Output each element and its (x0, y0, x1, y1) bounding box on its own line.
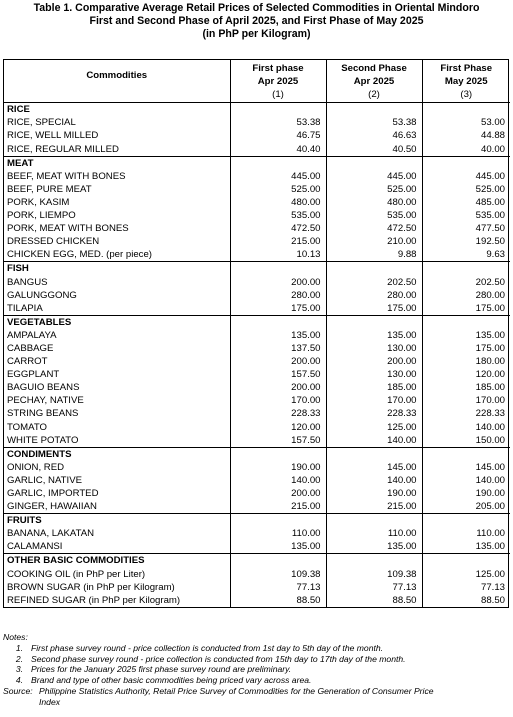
table-row (4, 235, 510, 248)
source-line-1: Philippine Statistics Authority, Retail Price Survey of Commodities for the Generation of Consumer Price (39, 685, 434, 696)
table-row (4, 568, 510, 581)
category-empty-cell (326, 103, 422, 117)
commodity-name: PECHAY, NATIVE (7, 395, 84, 407)
price-cell-1: 10.13 (230, 248, 326, 262)
price-cell-1: 228.33 (230, 407, 326, 420)
commodity-name: PORK, MEAT WITH BONES (7, 223, 129, 235)
commodity-name: STRING BEANS (7, 408, 79, 420)
note-number: 4. (15, 675, 23, 686)
price-cell-2: 472.50 (326, 222, 422, 235)
category-name: OTHER BASIC COMMODITIES (4, 554, 230, 568)
header-col3-line1: First Phase (422, 60, 510, 75)
price-cell-1: 137.50 (230, 342, 326, 355)
price-cell-2: 480.00 (326, 196, 422, 209)
source-text (39, 686, 434, 708)
price-cell-1: 109.38 (230, 568, 326, 581)
price-cell-1: 157.50 (230, 434, 326, 448)
price-cell-2: 130.00 (326, 342, 422, 355)
category-empty-cell (326, 554, 422, 568)
commodity-name: BEEF, PURE MEAT (7, 183, 92, 195)
source-label: Source: (3, 685, 33, 696)
price-cell-2: 140.00 (326, 434, 422, 448)
table-row (4, 434, 510, 448)
price-cell-1: 190.00 (230, 461, 326, 474)
notes-section (3, 632, 510, 708)
category-name: CONDIMENTS (4, 447, 230, 461)
price-cell-2: 46.63 (326, 129, 422, 142)
commodity-name: TILAPIA (7, 302, 43, 314)
category-empty-cell (422, 315, 510, 329)
price-cell-2: 280.00 (326, 289, 422, 302)
category-empty-cell (326, 315, 422, 329)
category-empty-cell (230, 103, 326, 117)
price-cell-3: 140.00 (422, 474, 510, 487)
price-cell-1: 472.50 (230, 222, 326, 235)
commodity-name: GARLIC, IMPORTED (7, 488, 99, 499)
commodity-name: BANGUS (7, 276, 48, 288)
commodity-name: DRESSED CHICKEN (7, 236, 100, 248)
price-cell-3: 53.00 (422, 116, 510, 129)
source-line-2: Index (39, 696, 61, 707)
commodity-name: AMPALAYA (7, 329, 57, 341)
price-cell-3: 135.00 (422, 540, 510, 554)
table-row (4, 183, 510, 196)
table-row (4, 143, 510, 157)
price-cell-2: 170.00 (326, 394, 422, 407)
commodity-name: PORK, KASIM (7, 196, 70, 208)
category-row (4, 315, 510, 329)
price-cell-3: 192.50 (422, 235, 510, 248)
price-cell-3: 77.13 (422, 581, 510, 594)
price-cell-1: 200.00 (230, 355, 326, 368)
price-cell-2: 445.00 (326, 170, 422, 183)
price-cell-3: 535.00 (422, 209, 510, 222)
price-cell-3: 202.50 (422, 276, 510, 289)
commodity-name: ONION, RED (7, 461, 65, 473)
price-cell-2: 77.13 (326, 581, 422, 594)
note-number: 3. (15, 664, 23, 675)
header-col1-num: (1) (230, 88, 326, 103)
price-cell-1: 157.50 (230, 368, 326, 381)
commodity-name: BROWN SUGAR (in PhP per Kilogram) (7, 581, 175, 593)
price-cell-3: 170.00 (422, 394, 510, 407)
table-row (4, 500, 510, 514)
category-empty-cell (230, 156, 326, 170)
price-cell-3: 477.50 (422, 222, 510, 235)
header-col1-line2: Apr 2025 (230, 75, 326, 88)
category-name: FISH (4, 262, 230, 276)
table-title (0, 2, 513, 41)
price-cell-2: 135.00 (326, 540, 422, 554)
category-name: FRUITS (4, 514, 230, 528)
price-cell-3: 145.00 (422, 461, 510, 474)
category-empty-cell (422, 262, 510, 276)
table-row (4, 222, 510, 235)
table-row (4, 170, 510, 183)
price-cell-2: 110.00 (326, 527, 422, 540)
note-text: Second phase survey round - price collection is conducted from 15th day to 17th day of the month. (31, 653, 406, 664)
price-cell-3: 185.00 (422, 381, 510, 394)
price-cell-1: 445.00 (230, 170, 326, 183)
table-row (4, 381, 510, 394)
category-name: RICE (7, 104, 30, 116)
source-row (3, 686, 510, 708)
category-empty-cell (230, 554, 326, 568)
title-line-2: First and Second Phase of April 2025, and First Phase of May 2025 (89, 15, 424, 27)
price-cell-3: 228.33 (422, 407, 510, 420)
table-row (4, 487, 510, 500)
price-cell-2: 53.38 (326, 116, 422, 129)
commodity-name: PORK, LIEMPO (7, 210, 76, 222)
table-row (4, 461, 510, 474)
price-cell-3: 175.00 (422, 342, 510, 355)
price-cell-3: 110.00 (422, 527, 510, 540)
price-cell-1: 280.00 (230, 289, 326, 302)
price-cell-2: 88.50 (326, 594, 422, 607)
price-cell-2: 215.00 (326, 500, 422, 514)
commodity-name: RICE, SPECIAL (7, 117, 76, 129)
note-item (3, 643, 510, 654)
table-row (4, 581, 510, 594)
header-col1-line1: First phase (230, 60, 326, 75)
header-commodities: Commodities (86, 69, 148, 81)
price-cell-2: 145.00 (326, 461, 422, 474)
table-row (4, 209, 510, 222)
price-cell-1: 46.75 (230, 129, 326, 142)
note-item (3, 664, 510, 675)
commodity-name: REFINED SUGAR (in PhP per Kilogram) (7, 594, 181, 606)
price-cell-3: 125.00 (422, 568, 510, 581)
category-row (4, 262, 510, 276)
notes-list (3, 643, 510, 686)
table-row (4, 540, 510, 554)
price-cell-3: 485.00 (422, 196, 510, 209)
table-row (4, 594, 510, 607)
table-row (4, 129, 510, 142)
category-empty-cell (326, 262, 422, 276)
price-cell-2: 535.00 (326, 209, 422, 222)
title-line-1: Table 1. Comparative Average Retail Prices of Selected Commodities in Oriental Mindoro (33, 2, 480, 14)
price-cell-3: 135.00 (422, 329, 510, 342)
category-empty-cell (230, 315, 326, 329)
category-row (4, 103, 510, 117)
table-row (4, 355, 510, 368)
price-cell-2: 228.33 (326, 407, 422, 420)
commodity-name: WHITE POTATO (7, 434, 79, 446)
commodity-name: BANANA, LAKATAN (7, 528, 95, 540)
table-row (4, 329, 510, 342)
table-row (4, 248, 510, 262)
price-cell-2: 190.00 (326, 487, 422, 500)
note-number: 2. (15, 653, 23, 664)
header-col2-line2: Apr 2025 (326, 75, 422, 88)
header-col2-line1: Second Phase (326, 60, 422, 75)
price-cell-1: 200.00 (230, 276, 326, 289)
category-empty-cell (422, 156, 510, 170)
table-row (4, 196, 510, 209)
commodity-name: CHICKEN EGG, MED. (per piece) (7, 249, 153, 261)
price-cell-2: 109.38 (326, 568, 422, 581)
price-cell-1: 40.40 (230, 143, 326, 157)
note-item (3, 654, 510, 665)
price-cell-3: 180.00 (422, 355, 510, 368)
table-row (4, 421, 510, 434)
commodity-name: GALUNGGONG (7, 289, 77, 301)
table-row (4, 527, 510, 540)
category-name: VEGETABLES (4, 315, 230, 329)
price-cell-1: 110.00 (230, 527, 326, 540)
price-cell-2: 202.50 (326, 276, 422, 289)
price-cell-1: 135.00 (230, 329, 326, 342)
price-cell-3: 525.00 (422, 183, 510, 196)
price-cell-3: 190.00 (422, 487, 510, 500)
header-commodities-spacer (4, 88, 230, 103)
category-empty-cell (326, 156, 422, 170)
price-cell-1: 170.00 (230, 394, 326, 407)
category-empty-cell (422, 554, 510, 568)
price-cell-1: 175.00 (230, 302, 326, 316)
price-cell-1: 77.13 (230, 581, 326, 594)
notes-label: Notes: (3, 632, 28, 642)
commodity-name: CARROT (7, 356, 48, 368)
category-name: MEAT (4, 156, 230, 170)
header-col2-num: (2) (326, 88, 422, 103)
header-col3-num: (3) (422, 88, 510, 103)
price-cell-3: 205.00 (422, 500, 510, 514)
table-row (4, 302, 510, 316)
price-cell-2: 140.00 (326, 474, 422, 487)
price-cell-1: 480.00 (230, 196, 326, 209)
commodity-name: EGGPLANT (7, 369, 60, 381)
table-header (4, 60, 510, 103)
category-empty-cell (326, 447, 422, 461)
table-row (4, 474, 510, 487)
price-cell-1: 135.00 (230, 540, 326, 554)
price-cell-1: 120.00 (230, 421, 326, 434)
price-cell-1: 53.38 (230, 116, 326, 129)
note-item (3, 675, 510, 686)
price-table (4, 60, 510, 607)
category-empty-cell (422, 447, 510, 461)
note-text: Brand and type of other basic commodities being priced vary across area. (31, 675, 312, 686)
category-empty-cell (422, 103, 510, 117)
commodity-name: BEEF, MEAT WITH BONES (7, 170, 126, 182)
commodity-name: CALAMANSI (7, 541, 63, 553)
category-empty-cell (230, 262, 326, 276)
price-cell-3: 445.00 (422, 170, 510, 183)
price-cell-2: 125.00 (326, 421, 422, 434)
price-cell-2: 525.00 (326, 183, 422, 196)
price-cell-2: 210.00 (326, 235, 422, 248)
price-cell-1: 215.00 (230, 500, 326, 514)
table-row (4, 116, 510, 129)
table-row (4, 289, 510, 302)
category-empty-cell (326, 514, 422, 528)
price-cell-1: 140.00 (230, 474, 326, 487)
table-row (4, 407, 510, 420)
category-empty-cell (230, 514, 326, 528)
price-cell-1: 200.00 (230, 487, 326, 500)
title-line-3: (in PhP per Kilogram) (202, 28, 311, 40)
table-row (4, 342, 510, 355)
price-cell-3: 40.00 (422, 143, 510, 157)
category-row (4, 514, 510, 528)
note-number: 1. (15, 642, 23, 653)
commodity-name: GARLIC, NATIVE (7, 474, 82, 486)
commodity-name: BAGUIO BEANS (7, 382, 80, 394)
category-row (4, 156, 510, 170)
price-cell-3: 280.00 (422, 289, 510, 302)
price-table-container (3, 59, 509, 608)
table-body (4, 103, 510, 607)
price-cell-3: 44.88 (422, 129, 510, 142)
commodity-name: TOMATO (7, 421, 47, 433)
commodity-name: CABBAGE (7, 342, 54, 354)
category-empty-cell (422, 514, 510, 528)
price-cell-1: 525.00 (230, 183, 326, 196)
price-cell-1: 215.00 (230, 235, 326, 248)
commodity-name: RICE, REGULAR MILLED (7, 143, 119, 155)
table-row (4, 368, 510, 381)
commodity-name: GINGER, HAWAIIAN (7, 501, 97, 513)
commodity-name: RICE, WELL MILLED (7, 130, 99, 142)
category-empty-cell (230, 447, 326, 461)
price-cell-3: 140.00 (422, 421, 510, 434)
price-cell-2: 200.00 (326, 355, 422, 368)
table-row (4, 276, 510, 289)
price-cell-3: 175.00 (422, 302, 510, 316)
price-cell-2: 130.00 (326, 368, 422, 381)
header-col3-line2: May 2025 (422, 75, 510, 88)
price-cell-2: 175.00 (326, 302, 422, 316)
price-cell-2: 135.00 (326, 329, 422, 342)
price-cell-2: 40.50 (326, 143, 422, 157)
note-text: Prices for the January 2025 first phase survey round are preliminary. (31, 664, 292, 675)
price-cell-3: 9.63 (422, 248, 510, 262)
price-cell-1: 88.50 (230, 594, 326, 607)
price-cell-2: 9.88 (326, 248, 422, 262)
price-cell-3: 150.00 (422, 434, 510, 448)
price-cell-2: 185.00 (326, 381, 422, 394)
category-row (4, 554, 510, 568)
price-cell-1: 200.00 (230, 381, 326, 394)
price-cell-3: 120.00 (422, 368, 510, 381)
commodity-name: COOKING OIL (in PhP per Liter) (7, 568, 146, 580)
table-row (4, 394, 510, 407)
category-row (4, 447, 510, 461)
note-text: First phase survey round - price collection is conducted from 1st day to 5th day of the month. (31, 642, 384, 653)
price-cell-3: 88.50 (422, 594, 510, 607)
price-cell-1: 535.00 (230, 209, 326, 222)
